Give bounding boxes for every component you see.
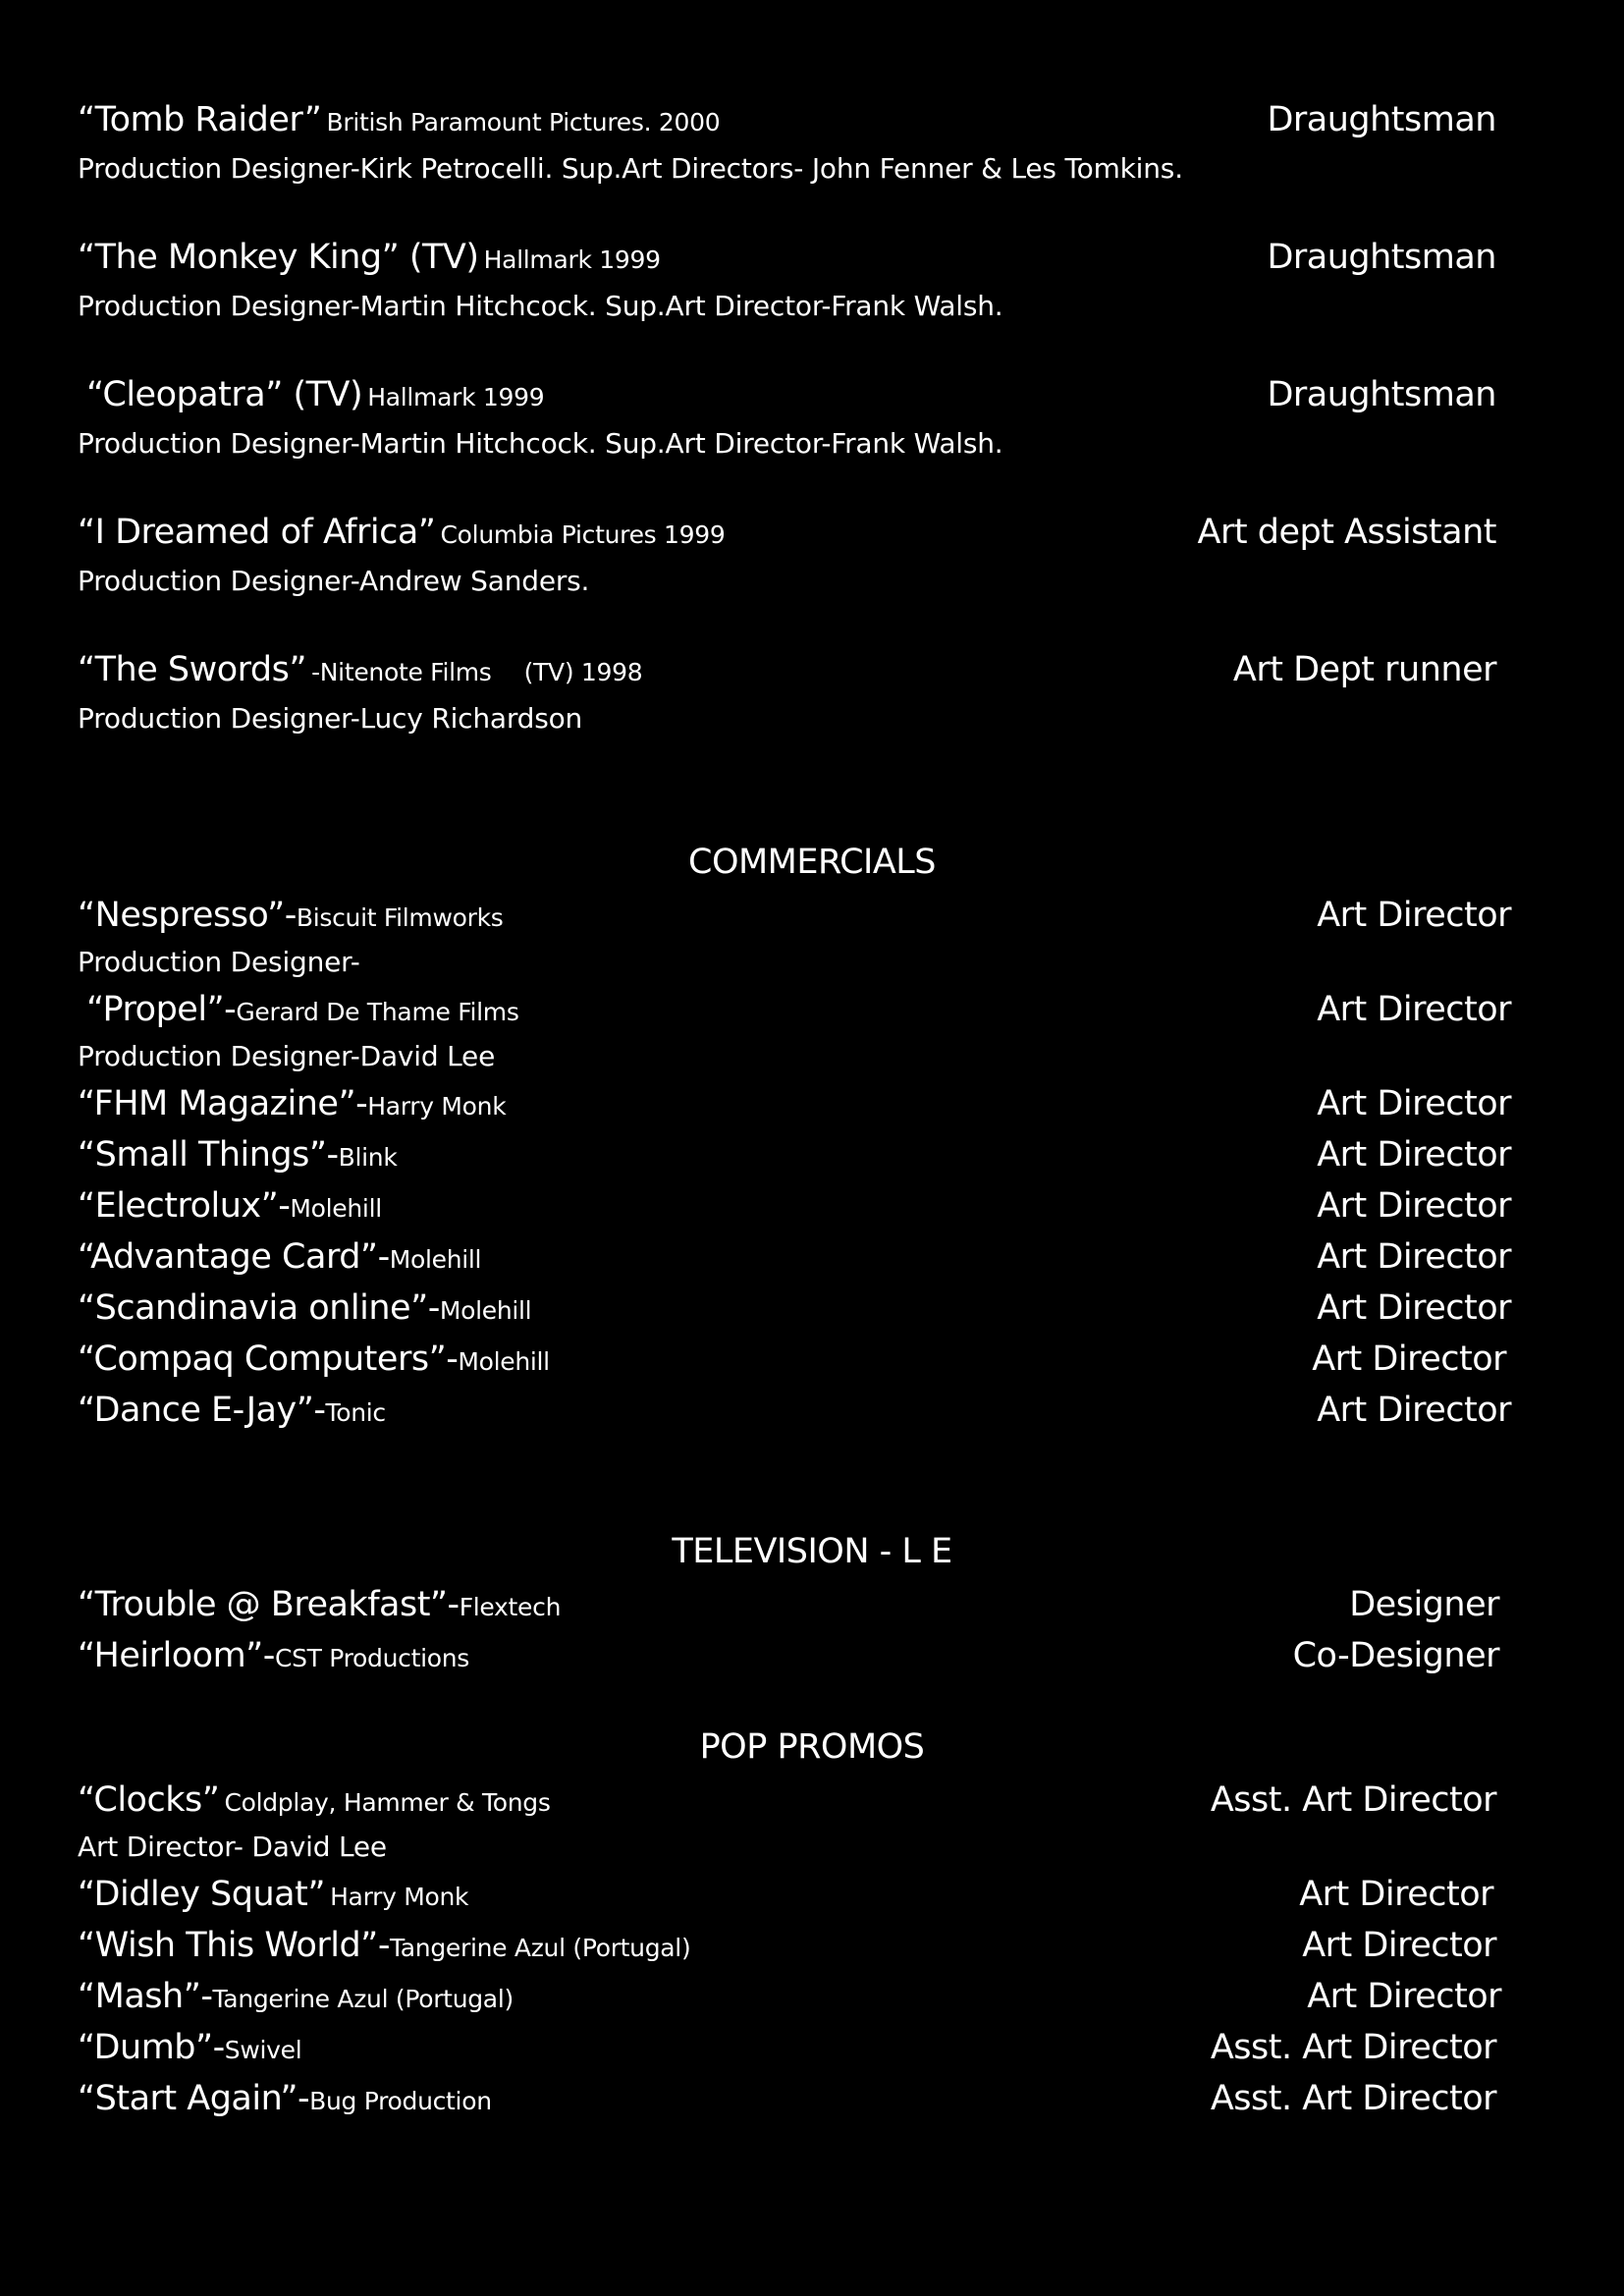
commercial-entry — [78, 1078, 1511, 1129]
entry-meta: CST Productions — [274, 1644, 470, 1672]
entry-meta: Tangerine Azul (Portugal) — [212, 1985, 514, 2013]
section-heading-commercials: COMMERCIALS — [688, 843, 936, 882]
entry-meta: Swivel — [224, 2036, 302, 2064]
entry-title: “Dance E-Jay”- — [78, 1391, 326, 1430]
commercial-entry — [78, 984, 1511, 1035]
entry-role: Asst. Art Director — [1210, 2079, 1496, 2118]
entry-role: Draughtsman — [1267, 100, 1496, 139]
entry-meta: -Nitenote Films — [311, 658, 492, 686]
entry-role: Art Dept runner — [1232, 650, 1496, 689]
entry-credit: Production Designer-David Lee — [78, 1040, 496, 1072]
entry-title: “Nespresso”- — [78, 896, 297, 935]
entry-meta: Molehill — [458, 1347, 550, 1376]
entry-meta: Tangerine Azul (Portugal) — [389, 1934, 691, 1962]
entry-credit: Art Director- David Lee — [78, 1831, 387, 1863]
entry-role: Art Director — [1317, 990, 1511, 1029]
entry-title: “Heirloom”- — [78, 1636, 275, 1675]
entry-title: “Dumb”- — [78, 2028, 225, 2067]
entry-role: Art Director — [1317, 1084, 1511, 1123]
television-entry — [78, 1579, 1511, 1630]
pop-promo-entry — [78, 2073, 1511, 2124]
entry-role: Art Director — [1317, 1135, 1511, 1175]
entry-meta: Molehill — [290, 1194, 382, 1223]
entry-role: Draughtsman — [1267, 238, 1496, 277]
pop-promo-entry — [78, 1971, 1511, 2022]
film-entry-cleopatra — [78, 369, 1511, 420]
entry-role: Draughtsman — [1267, 375, 1496, 414]
entry-title: “Didley Squat” — [78, 1875, 325, 1914]
entry-role: Designer — [1349, 1585, 1499, 1624]
commercial-entry — [78, 1385, 1511, 1436]
entry-title: “Compaq Computers”- — [78, 1339, 459, 1379]
entry-role: Asst. Art Director — [1210, 2028, 1496, 2067]
entry-credit: Production Designer-Martin Hitchcock. Sup.Art Director-Frank Walsh. — [78, 427, 1003, 460]
entry-role: Art Director — [1317, 1391, 1511, 1430]
section-heading-television: TELEVISION - L E — [672, 1532, 952, 1571]
commercial-entry — [78, 1283, 1511, 1334]
entry-role: Art Director — [1317, 1186, 1511, 1226]
entry-credit: Production Designer-Martin Hitchcock. Sup.Art Director-Frank Walsh. — [78, 290, 1003, 322]
pop-promo-entry — [78, 1920, 1511, 1971]
entry-role: Art Director — [1317, 896, 1511, 935]
entry-title: “Electrolux”- — [78, 1186, 291, 1226]
entry-title: “FHM Magazine”- — [78, 1084, 368, 1123]
entry-meta: Flextech — [459, 1593, 562, 1621]
film-entry-i-dreamed-of-africa — [78, 507, 1511, 558]
commercial-entry — [78, 890, 1511, 941]
entry-role: Art dept Assistant — [1197, 513, 1496, 552]
entry-meta: Molehill — [439, 1296, 532, 1325]
entry-role: Art Director — [1317, 1288, 1511, 1328]
entry-title: “Start Again”- — [78, 2079, 310, 2118]
commercial-entry — [78, 1334, 1511, 1385]
entry-meta: Coldplay, Hammer & Tongs — [224, 1788, 551, 1817]
entry-meta: Bug Production — [309, 2087, 492, 2115]
commercial-entry — [78, 1180, 1511, 1231]
entry-role: Art Director — [1317, 1237, 1511, 1277]
section-heading-pop-promos: POP PROMOS — [699, 1727, 925, 1767]
pop-promo-entry — [78, 1869, 1511, 1920]
entry-credit: Production Designer-Andrew Sanders. — [78, 565, 590, 597]
entry-meta: Harry Monk — [330, 1883, 469, 1911]
film-entry-the-swords — [78, 644, 1511, 695]
entry-meta: Molehill — [389, 1245, 482, 1274]
entry-title: “Small Things”- — [78, 1135, 339, 1175]
entry-title: “Advantage Card”- — [78, 1237, 390, 1277]
commercial-entry — [78, 1231, 1511, 1283]
entry-title: “Tomb Raider” — [78, 100, 322, 139]
entry-title: “Clocks” — [78, 1780, 220, 1820]
entry-meta: Biscuit Filmworks — [296, 903, 504, 932]
entry-meta: Harry Monk — [367, 1092, 507, 1121]
pop-promo-entry — [78, 2022, 1511, 2073]
film-entry-monkey-king — [78, 232, 1511, 283]
pop-promo-entry — [78, 1775, 1511, 1826]
entry-role: Art Director — [1302, 1926, 1496, 1965]
entry-credit: Production Designer- — [78, 946, 360, 978]
entry-meta: Hallmark 1999 — [483, 246, 661, 274]
entry-title: “Wish This World”- — [78, 1926, 390, 1965]
commercial-entry — [78, 1129, 1511, 1180]
film-entry-tomb-raider — [78, 94, 1511, 145]
entry-title: “Trouble @ Breakfast”- — [78, 1585, 460, 1624]
entry-meta: Gerard De Thame Films — [236, 998, 519, 1026]
entry-role: Co-Designer — [1292, 1636, 1499, 1675]
entry-meta: British Paramount Pictures. 2000 — [326, 108, 721, 137]
entry-title: “The Monkey King” (TV) — [78, 238, 479, 277]
entry-meta: Hallmark 1999 — [367, 383, 545, 411]
entry-title: “Scandinavia online”- — [78, 1288, 440, 1328]
entry-meta-tv: (TV) 1998 — [523, 658, 643, 686]
entry-credit: Production Designer-Lucy Richardson — [78, 702, 583, 735]
entry-credit: Production Designer-Kirk Petrocelli. Sup.Art Directors- John Fenner & Les Tomkins. — [78, 152, 1183, 185]
entry-title: “I Dreamed of Africa” — [78, 513, 436, 552]
entry-title: “The Swords” — [78, 650, 306, 689]
entry-role: Art Director — [1299, 1875, 1493, 1914]
entry-title: “Cleopatra” (TV) — [86, 375, 363, 414]
entry-role: Asst. Art Director — [1210, 1780, 1496, 1820]
entry-meta: Columbia Pictures 1999 — [440, 520, 726, 549]
entry-role: Art Director — [1312, 1339, 1506, 1379]
entry-meta: Tonic — [325, 1398, 386, 1427]
entry-meta: Blink — [338, 1143, 398, 1172]
entry-title: “Mash”- — [78, 1977, 213, 2016]
television-entry — [78, 1630, 1511, 1681]
entry-title: “Propel”- — [86, 990, 237, 1029]
entry-role: Art Director — [1307, 1977, 1501, 2016]
